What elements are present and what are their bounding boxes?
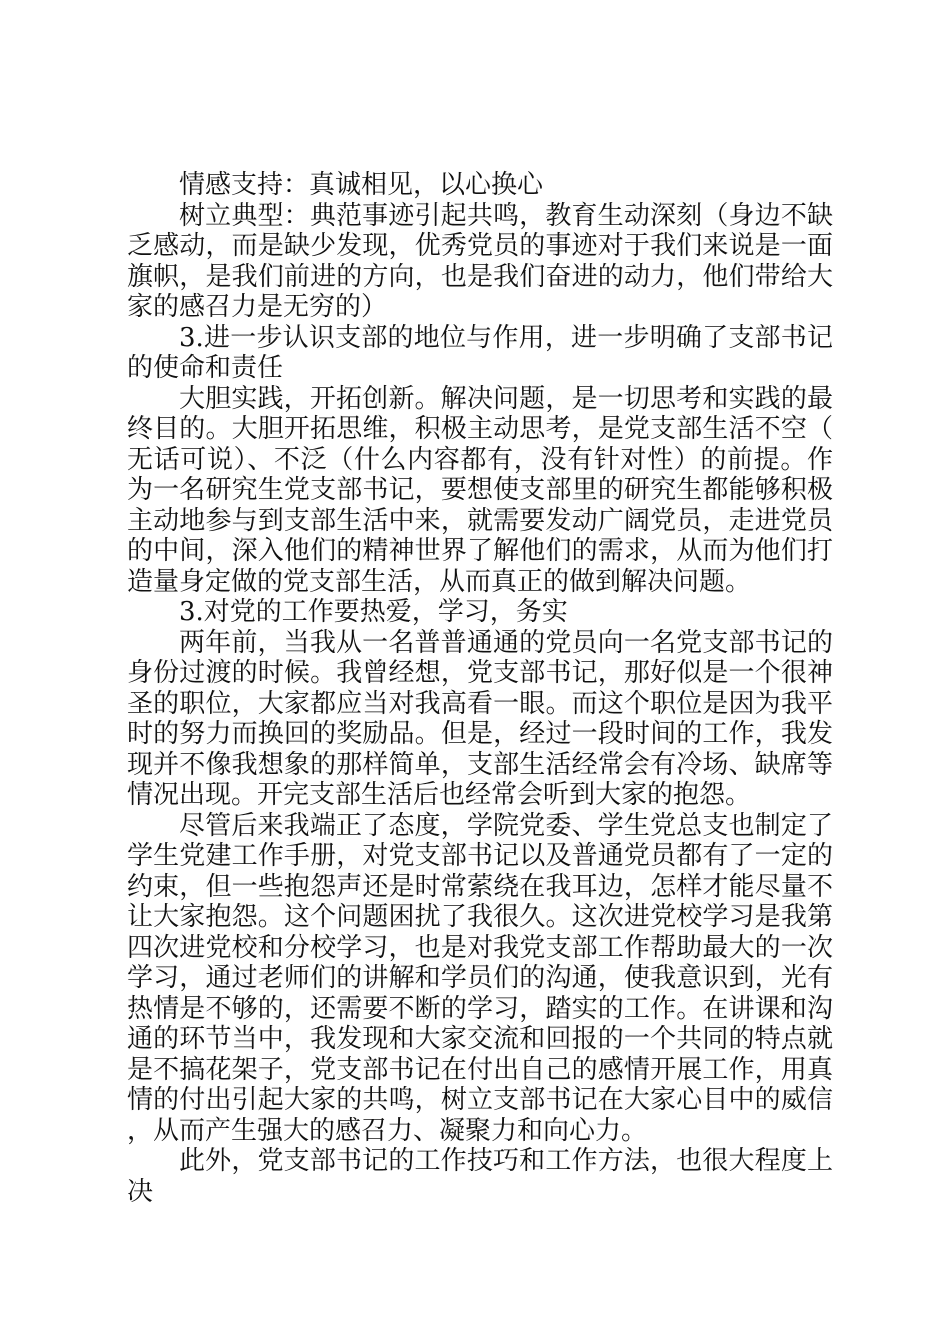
- paragraph-role-models: 树立典型：典范事迹引起共鸣，教育生动深刻（身边不缺乏感动，而是缺少发现，优秀党员的事迹对于我们来说是一面旗帜，是我们前进的方向，也是我们奋进的动力，他们带给大家的感召力是无穷的）: [127, 200, 833, 322]
- paragraph-emotional-support: 情感支持：真诚相见，以心换心: [179, 170, 544, 200]
- paragraph-bold-practice: 大胆实践，开拓创新。解决问题，是一切思考和实践的最终目的。大胆开拓思维，积极主动思考，是党支部生活不空（无话可说）、不泛（什么内容都有，没有针对性）的前提。作为一名研究生党支部书记，要想使支部里的研究生都能够积极主动地参与到支部生活中来，就需要发动广阔党员，走进党员的中间，深入他们的精神世界了解他们的需求，从而为他们打造量身定做的党支部生活，从而真正的做到解决问题。: [127, 383, 833, 597]
- paragraph-heading-party-work: 3.对党的工作要热爱，学习，务实: [179, 597, 568, 627]
- paragraph-despite: 尽管后来我端正了态度，学院党委、学生党总支也制定了学生党建工作手册，对党支部书记以及普通党员都有了一定的约束，但一些抱怨声还是时常萦绕在我耳边，怎样才能尽量不让大家抱怨。这个问题困扰了我很久。这次进党校学习是我第四次进党校和分校学习，也是对我党支部工作帮助最大的一次学习，通过老师们的讲解和学员们的沟通，使我意识到，光有热情是不够的，还需要不断的学习，踏实的工作。在讲课和沟通的环节当中，我发现和大家交流和回报的一个共同的特点就是不搞花架子，党支部书记在付出自己的感情开展工作，用真情的付出引起大家的共鸣，树立支部书记在大家心目中的威信，从而产生强大的感召力、凝聚力和向心力。: [127, 810, 833, 1146]
- paragraph-two-years-ago: 两年前，当我从一名普普通通的党员向一名党支部书记的身份过渡的时候。我曾经想，党支部书记，那好似是一个很神圣的职位，大家都应当对我高看一眼。而这个职位是因为我平时的努力而换回的奖励品。但是，经过一段时间的工作，我发现并不像我想象的那样简单，支部生活经常会有冷场、缺席等情况出现。开完支部生活后也经常会听到大家的抱怨。: [127, 627, 833, 810]
- paragraph-heading-branch-role: 3.进一步认识支部的地位与作用，进一步明确了支部书记的使命和责任: [127, 322, 833, 383]
- document-body: [127, 170, 833, 1207]
- paragraph-in-addition: 此外，党支部书记的工作技巧和工作方法，也很大程度上决: [127, 1146, 833, 1207]
